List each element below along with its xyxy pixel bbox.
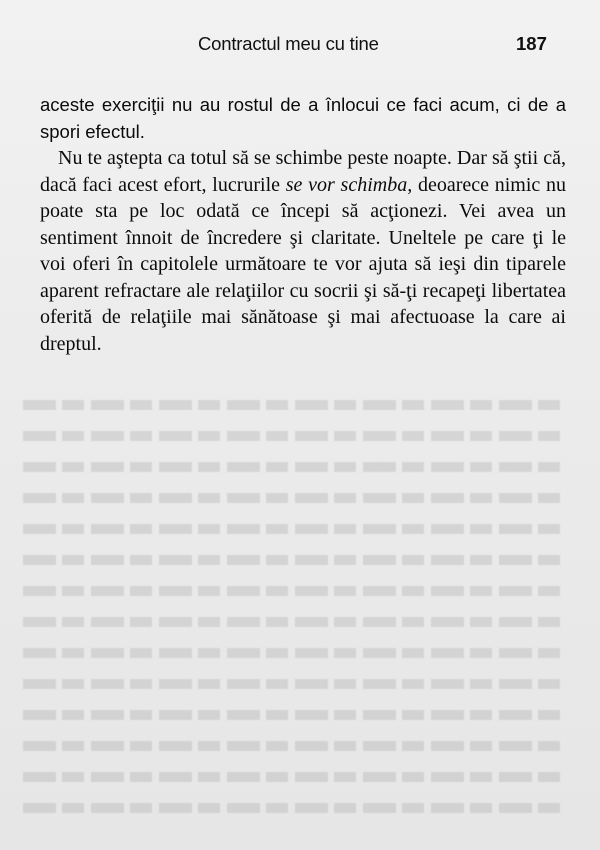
bleed-line (20, 421, 560, 452)
bleed-line (20, 545, 560, 576)
show-through-texture (20, 390, 560, 830)
bleed-line (20, 483, 560, 514)
paragraph-1: aceste exerciţii nu au rostul de a înlocui ce faci acum, ci de a spori efectul. (40, 94, 566, 142)
bleed-line (20, 762, 560, 793)
page-header (0, 33, 600, 57)
bleed-line (20, 576, 560, 607)
bleed-line (20, 700, 560, 731)
bleed-line (20, 638, 560, 669)
paragraph-2-text-start: Nu te aştepta ca totul să se schimbe peste noapte. Dar să ştii că, dacă faci acest efort, lucrurile (40, 147, 566, 196)
paragraph-2 (40, 145, 566, 357)
paragraph-2-emphasis: se vor schimba, (285, 173, 413, 196)
bleed-line (20, 390, 560, 421)
running-head: Contractul meu cu tine (198, 33, 379, 54)
page-number: 187 (516, 33, 547, 54)
bleed-line (20, 731, 560, 762)
body-text (40, 92, 566, 357)
bleed-line (20, 793, 560, 824)
bleed-line (20, 607, 560, 638)
bleed-line (20, 669, 560, 700)
bleed-line (20, 514, 560, 545)
paragraph-2-text-end: deoarece nimic nu poate sta pe loc odată ce începi să acţionezi. Vei avea un sentiment înnoit de încredere şi claritate. Uneltele pe care ţi le voi oferi în capitolele următoare te vor ajuta să ieşi din tiparele aparent refractare ale relaţiilor cu socrii şi să-ţi recapeţi libertatea oferită de relaţiile mai sănătoase şi mai afectuoase la care ai dreptul. (40, 173, 566, 355)
bleed-line (20, 452, 560, 483)
